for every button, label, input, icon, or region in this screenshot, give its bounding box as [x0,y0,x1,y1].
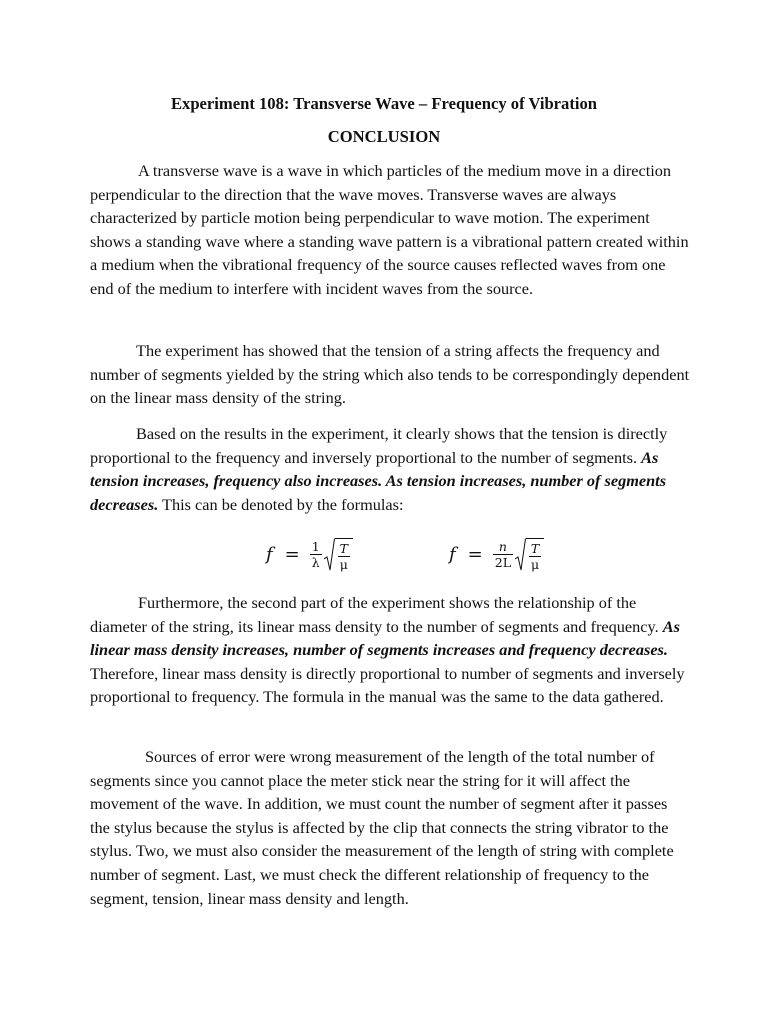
paragraph-mass-density-text: Furthermore, the second part of the experiment shows the relationship of the diameter of the string, its linear mass density to the number of segments and frequency. [90,593,663,636]
formula-1-radicand-denominator: μ [339,556,348,572]
formula-2-numerator: n [498,538,507,554]
formula-1-equals: = [284,543,300,565]
formula-1-denominator: λ [311,554,320,570]
formula-1-square-root [324,535,353,573]
formula-length [449,532,544,576]
radical-sign-icon [324,535,335,573]
formula-1-numerator: 1 [311,538,320,554]
document-title: Experiment 108: Transverse Wave – Frequency of Vibration [170,94,598,113]
paragraph-intro-text: A transverse wave is a wave in which particles of the medium move in a direction perpendicular to the direction that the wave moves. Transverse waves are always characterized by particle motion being perpendicular to wave motion. The experiment shows a standing wave where a standing wave pattern is a vibrational pattern created within a medium when the vibrational frequency of the source causes reflected waves from one end of the medium to interfere with incident waves from the source. [90,161,689,298]
section-heading: CONCLUSION [327,127,441,146]
paragraph-mass-density [90,591,690,709]
paragraph-tension-text: The experiment has showed that the tension of a string affects the frequency and number of segments yielded by the string which also tends to be correspondingly dependent on the linear mass density of the string. [90,341,690,408]
formula-1-fraction [310,539,322,570]
formula-2-denominator: 2L [494,554,512,570]
formula-2-square-root [515,535,544,573]
paragraph-results [90,422,690,516]
paragraph-intro [90,159,690,301]
formula-2-lhs: f [449,543,456,565]
paragraph-errors-text: Sources of error were wrong measurement of the length of the total number of segments since you cannot place the meter stick near the string for it will affect the movement of the wave. In addition, we must count the number of segment after it passes the stylus because the stylus is affected by the clip that connects the string vibrator to the stylus. Two, we must also consider the measurement of the length of string with complete number of segment. Last, we must check the different relationship of frequency to the segment, tension, linear mass density and length. [90,747,674,908]
paragraph-tension [90,339,690,410]
paragraph-results-emphasis: As tension increases, frequency also increases. As tension increases, number of segments decreases. [90,447,667,514]
formula-2-radicand-denominator: μ [531,556,540,572]
paragraph-results-text: Based on the results in the experiment, it clearly shows that the tension is directly proportional to the frequency and inversely proportional to the number of segments. [90,424,668,467]
formula-1-lhs: f [266,543,273,565]
radical-sign-icon [515,535,526,573]
paragraph-results-end: This can be denoted by the formulas: [158,494,404,514]
formula-2-equals: = [467,543,483,565]
formula-2-radicand-numerator: T [530,540,540,556]
paragraph-mass-density-end: Therefore, linear mass density is directly proportional to number of segments and inversely proportional to frequency. The formula in the manual was the same to the data gathered. [90,663,685,707]
formula-wavelength [266,532,353,576]
formula-2-fraction [493,539,513,570]
formula-1-radicand-numerator: T [339,540,348,556]
paragraph-errors [90,745,690,910]
paragraph-mass-density-emphasis: As linear mass density increases, number of segments increases and frequency decreases. [90,616,680,660]
